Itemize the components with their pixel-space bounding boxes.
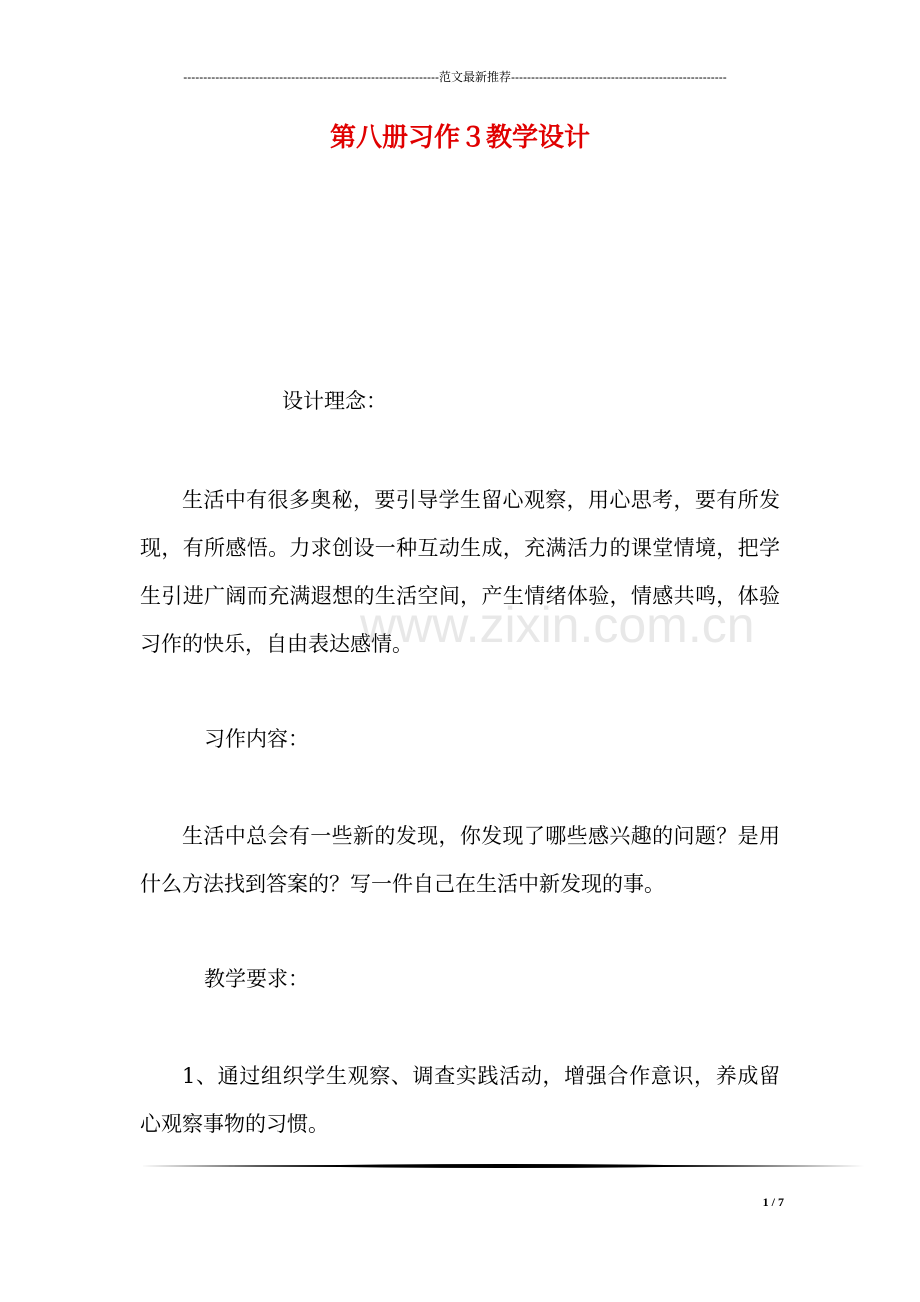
page-header-banner: ----------------------------------------------------------------范文最新推荐------------------------------------------------------	[183, 70, 727, 84]
watermark: www.zixin.com.cn	[360, 597, 755, 653]
section-label-content: 习作内容：	[204, 727, 309, 751]
footer-rule	[140, 1162, 864, 1170]
requirement-item-1: 1、通过组织学生观察、调查实践活动，增强合作意识，养成留心观察事物的习惯。	[140, 1064, 780, 1136]
design-paragraph: 生活中有很多奥秘，要引导学生留心观察，用心思考，要有所发现，有所感悟。力求创设一种互动生成，充满活力的课堂情境，把学生引进广阔而充满遐想的生活空间，产生情绪体验，情感共鸣，体验习作的快乐，自由表达感情。	[140, 488, 780, 656]
document-title: 第八册习作３教学设计	[329, 123, 590, 153]
content-paragraph: 生活中总会有一些新的发现，你发现了哪些感兴趣的问题？是用什么方法找到答案的？写一件自己在生活中新发现的事。	[140, 824, 780, 896]
page-number: 1 / 7	[762, 1195, 784, 1209]
section-label-requirements: 教学要求：	[204, 967, 309, 991]
section-label-design: 设计理念：	[282, 389, 387, 413]
